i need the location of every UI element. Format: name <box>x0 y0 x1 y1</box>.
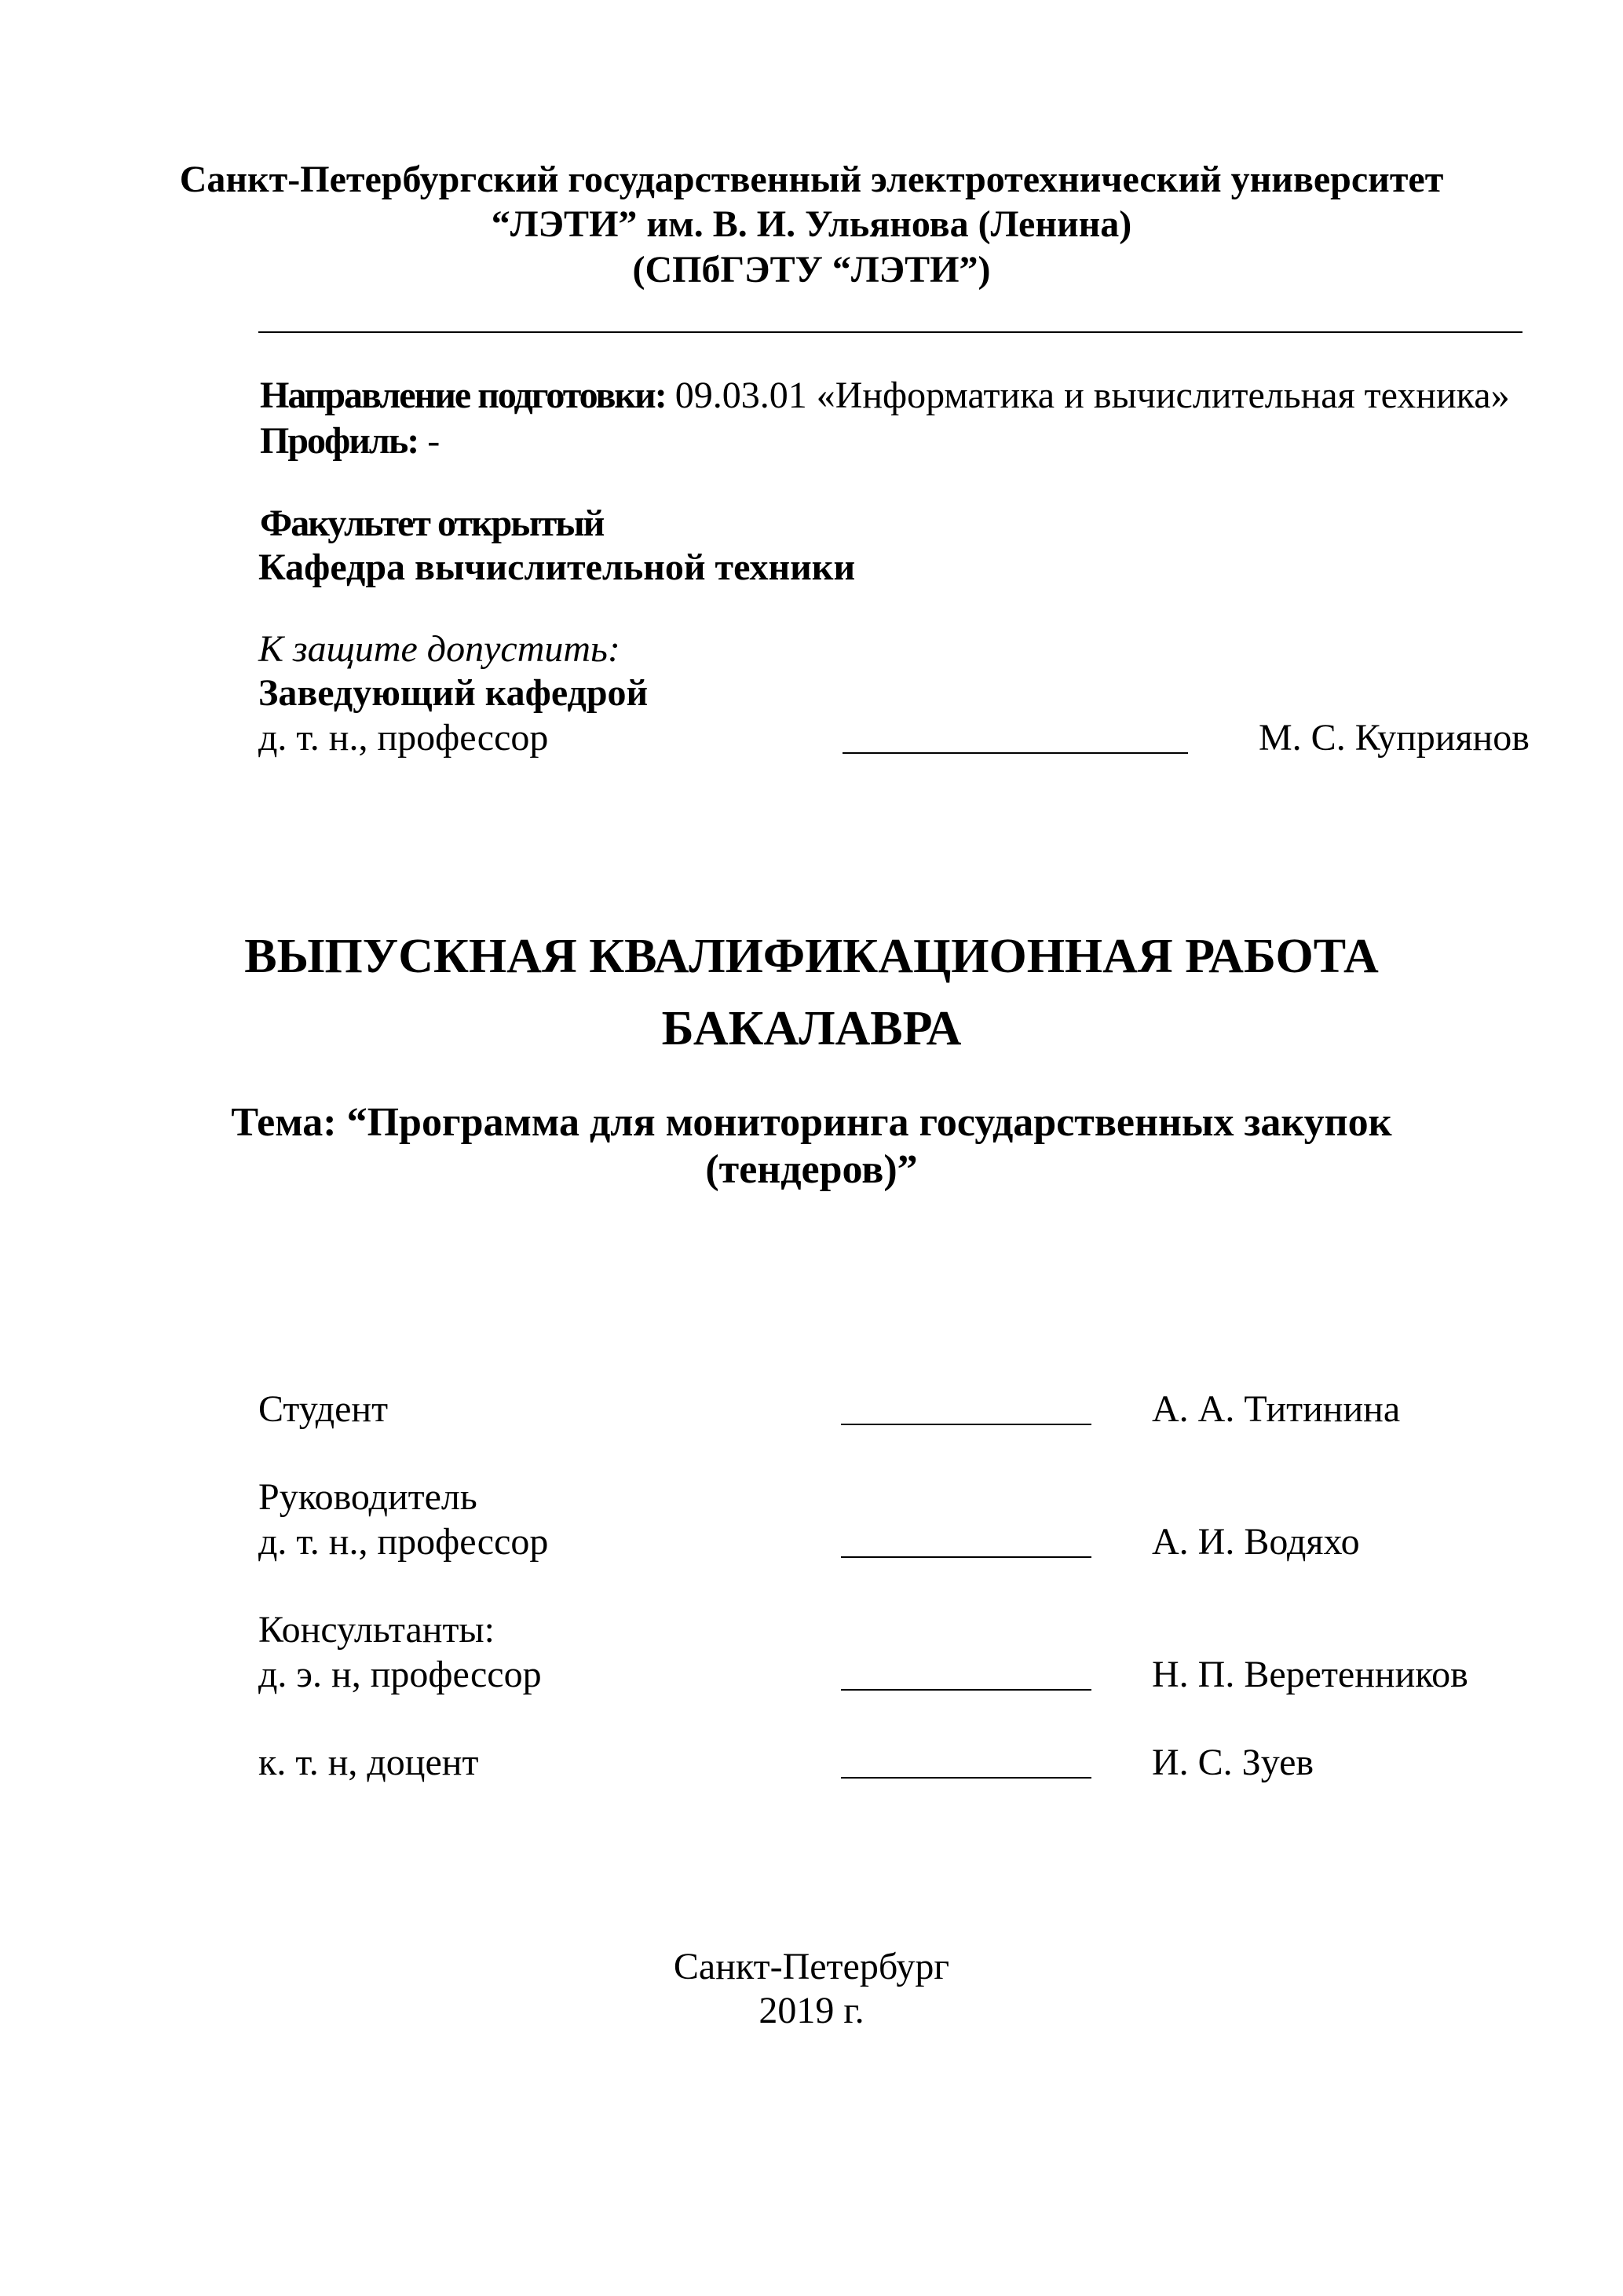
approval-degree: д. т. н., профессор <box>258 717 549 759</box>
university-short: “ЛЭТИ” им. В. И. Ульянова (Ленина) <box>491 203 1132 245</box>
consultant-2-name: И. С. Зуев <box>1152 1742 1314 1783</box>
approval-label: К защите допустить: <box>258 628 620 670</box>
profile-line <box>260 419 440 463</box>
signature-line <box>841 1777 1091 1779</box>
consultant-2-degree: к. т. н, доцент <box>258 1742 479 1783</box>
topic-2: (тендеров)” <box>705 1147 918 1192</box>
direction-value: 09.03.01 «Информатика и вычислительная техника» <box>674 375 1510 416</box>
faculty: Факультет открытый <box>260 503 604 544</box>
signature-line <box>841 1424 1091 1425</box>
profile-label: Профиль: <box>260 420 419 462</box>
signature-line <box>843 752 1188 754</box>
student-name: А. А. Титинина <box>1152 1388 1401 1430</box>
direction-line <box>260 374 1510 418</box>
topic: Тема: “Программа для мониторинга государственных закупок <box>231 1100 1392 1145</box>
consultant-1-name: Н. П. Веретенников <box>1152 1654 1468 1695</box>
signature-line <box>841 1556 1091 1558</box>
document-title-2: БАКАЛАВРА <box>661 1002 962 1055</box>
supervisor-degree: д. т. н., профессор <box>258 1521 549 1563</box>
university-abbr: (СПбГЭТУ “ЛЭТИ”) <box>632 249 991 291</box>
document-title: ВЫПУСКНАЯ КВАЛИФИКАЦИОННАЯ РАБОТА <box>244 930 1379 983</box>
signature-line <box>841 1689 1091 1691</box>
city: Санкт-Петербург <box>673 1946 950 1987</box>
approval-name: М. С. Куприянов <box>1259 717 1530 759</box>
direction-label: Направление подготовки: <box>260 375 666 416</box>
supervisor-name: А. И. Водяхо <box>1152 1521 1360 1563</box>
department: Кафедра вычислительной техники <box>258 547 856 588</box>
student-label: Студент <box>258 1388 389 1430</box>
header-divider <box>258 331 1522 333</box>
consultants-label: Консультанты: <box>258 1609 495 1651</box>
year: 2019 г. <box>758 1990 865 2031</box>
supervisor-label: Руководитель <box>258 1476 477 1518</box>
profile-value: - <box>427 420 440 462</box>
university-name: Санкт-Петербургский государственный электротехнический университет <box>179 159 1444 200</box>
approval-role: Заведующий кафедрой <box>258 672 649 714</box>
consultant-1-degree: д. э. н, профессор <box>258 1654 542 1695</box>
